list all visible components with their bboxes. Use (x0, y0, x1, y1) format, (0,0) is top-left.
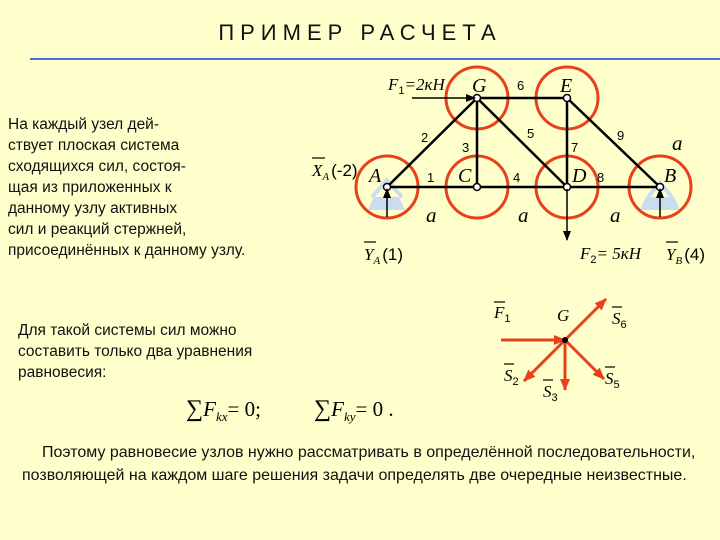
member-number-1: 1 (427, 170, 435, 185)
fbd-label-G: G (557, 306, 570, 325)
eq-rest: = 0 . (355, 397, 394, 421)
member-number-6: 6 (517, 78, 525, 93)
member-number-8: 8 (597, 170, 605, 185)
label-YA: $Y_A$ (1) (364, 245, 403, 267)
node-label-B: B (664, 165, 677, 187)
label-F1: $F_1=2кН$ (388, 75, 445, 97)
intro-text: На каждый узел дей- ствует плоская система сходящихся сил, состоя- щая из приложенных к данному узлу активных сил и реакций стержней, присоединённых к данному узлу. (8, 116, 246, 259)
label-YB: $Y_B$ (4) (666, 245, 705, 267)
fbd-label-F1: $F_1$ (494, 303, 511, 325)
dim-a-3: a (610, 203, 621, 227)
sum-symbol: ∑ (314, 396, 332, 422)
sum-symbol: ∑ (186, 396, 204, 422)
fbd-S5-arrow (565, 340, 604, 379)
node-label-A: A (369, 165, 382, 187)
member-number-3: 3 (462, 140, 470, 155)
eq-sub: kx (215, 409, 228, 425)
member-number-9: 9 (617, 128, 625, 143)
eq-rest: = 0; (227, 397, 261, 421)
eq-var: F (331, 397, 344, 421)
node-label-C: C (458, 165, 472, 187)
node-G-force-diagram (493, 299, 627, 404)
member-5 (477, 98, 567, 187)
node-label-E: E (560, 75, 573, 97)
node-label-G: G (472, 75, 487, 97)
dim-a-height: a (672, 131, 683, 155)
member-number-7: 7 (571, 140, 579, 155)
eq-var: F (203, 397, 216, 421)
fbd-S6-arrow (565, 299, 606, 340)
page-title: ПРИМЕР РАСЧЕТА (218, 20, 502, 45)
label-XA: $X_A$ (-2) (312, 161, 358, 183)
fbd-label-S6: $S_6$ (612, 309, 627, 331)
dim-a-1: a (426, 203, 437, 227)
fbd-label-S3: $S_3$ (543, 382, 558, 404)
conclusion-text: Поэтому равновесие узлов нужно рассматривать в определённой последовательности, позволяющей на каждом шаге решения задачи определять две очередные неизвестные. (22, 444, 696, 484)
member-number-4: 4 (513, 170, 521, 185)
label-F2: $F_2= 5кН$ (580, 244, 641, 266)
eq-sub: ky (343, 409, 356, 425)
member-number-2: 2 (421, 130, 429, 145)
equations-intro-text: Для такой системы сил можно составить только два уравнения равновесия: (18, 322, 253, 381)
node-label-D: D (572, 165, 587, 187)
fbd-label-S2: $S_2$ (504, 366, 519, 388)
fbd-label-S5: $S_5$ (605, 369, 620, 391)
fbd-S2-arrow (524, 340, 565, 381)
dim-a-2: a (518, 203, 529, 227)
member-number-5: 5 (527, 126, 535, 141)
